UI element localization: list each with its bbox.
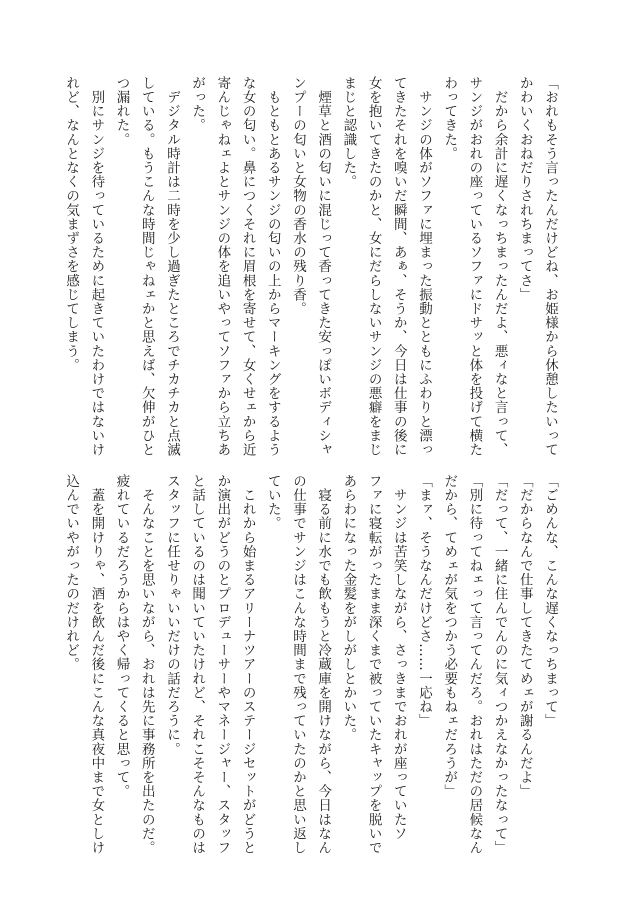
text-line: 「だって、一緒に住んでんのに気ィつかえなかったなって」 [491,474,508,855]
text-line: 込んでいやがったのだけれど。 [63,474,80,672]
text-line: の仕事でサンジはこんな時間まで残っていたのかと思い返し [289,474,306,855]
text-line: 「だからなんで仕事してきたてめェが謝るんだよ」 [516,474,533,799]
text-line: 蓋を開けりゃ、酒を飲んだ後にこんな真夜中まで女としけ [88,474,105,855]
text-line: 女を抱いてきたのかと、女にだらしないサンジの悪癖をまじ [365,76,382,457]
text-line: スタッフに任せりゃいいだけの話だろうに。 [163,474,180,756]
text-line: ていた。 [264,474,281,531]
text-line: 「ごめんな、こんな遅くなっちまって」 [542,474,558,728]
text-line: ンプーの匂いと女物の香水の残り香。 [289,76,306,316]
text-line: てきたそれを嗅いだ瞬間、あぁ、そうか、今日は仕事の後に [390,76,407,457]
text-line: かわいくおねだりされちまってさ」 [516,76,533,302]
text-line: ファに寝転がったまま深くまで被っていたキャップを脱いで [365,474,382,855]
text-line: と話しているのは聞いていたけれど、それこそそんなものは [189,474,206,855]
text-line: 寄んじゃねェよとサンジの体を追いやってソファから立ちあ [214,76,231,457]
text-line: がった。 [189,76,206,133]
text-line: サンジは苦笑しながら、さっきまでおれが座っていたソ [390,474,407,841]
text-line: そんなことを思いながら、おれは先に事務所を出たのだ。 [138,474,155,855]
text-line: まじと認識した。 [340,76,357,189]
text-line: あらわになった金髪をがしがしとかいた。 [340,474,357,742]
text-line: サンジがおれの座っているソファにドサッと体を投げて横た [466,76,483,457]
text-line: 「おれもそう言ったんだけどね、お姫様から休憩したいって [542,76,558,457]
text-line: わってきた。 [441,76,458,161]
text-line: 「別に待ってねェって言ってんだろ。おれはただの居候なん [466,474,483,855]
text-line: な女の匂い。鼻につくそれに眉根を寄せて、女くせェから近 [239,76,256,457]
bottom-text-block [58,474,562,855]
text-line: これから始まるアリーナツアーのステージセットがどうと [239,474,256,855]
text-line: だから、てめェが気をつかう必要もねェだろうが」 [441,474,458,799]
text-line: だから余計に遅くなっちまったんだよ、悪ィなと言って、 [491,76,508,457]
text-line: もともとあるサンジの匂いの上からマーキングをするよう [264,76,281,457]
text-line: 寝る前に水でも飲もうと冷蔵庫を開けながら、今日はなん [315,474,332,855]
top-text-block [58,76,562,457]
text-line: 疲れているだろうからはやく帰ってくると思って。 [113,474,130,799]
text-line: サンジの体がソファに埋まった振動とともにふわりと漂っ [415,76,432,457]
text-line: デジタル時計は二時を少し過ぎたところでチカチカと点滅 [163,76,180,457]
text-line: 煙草と酒の匂いに混じって香ってきた安っぽいボディシャ [315,76,332,457]
text-line: している。もうこんな時間じゃねェかと思えば、欠伸がひと [138,76,155,457]
text-line: つ漏れた。 [113,76,130,147]
text-line: 別にサンジを待っているために起きていたわけではないけ [88,76,105,457]
text-line: 「まァ、そうなんだけどさ……一応ね」 [415,474,432,728]
text-line: か演出がどうのとプロデューサーやマネージャー、スタッフ [214,474,231,855]
text-line: れど、なんとなくの気まずさを感じてしまう。 [63,76,80,373]
